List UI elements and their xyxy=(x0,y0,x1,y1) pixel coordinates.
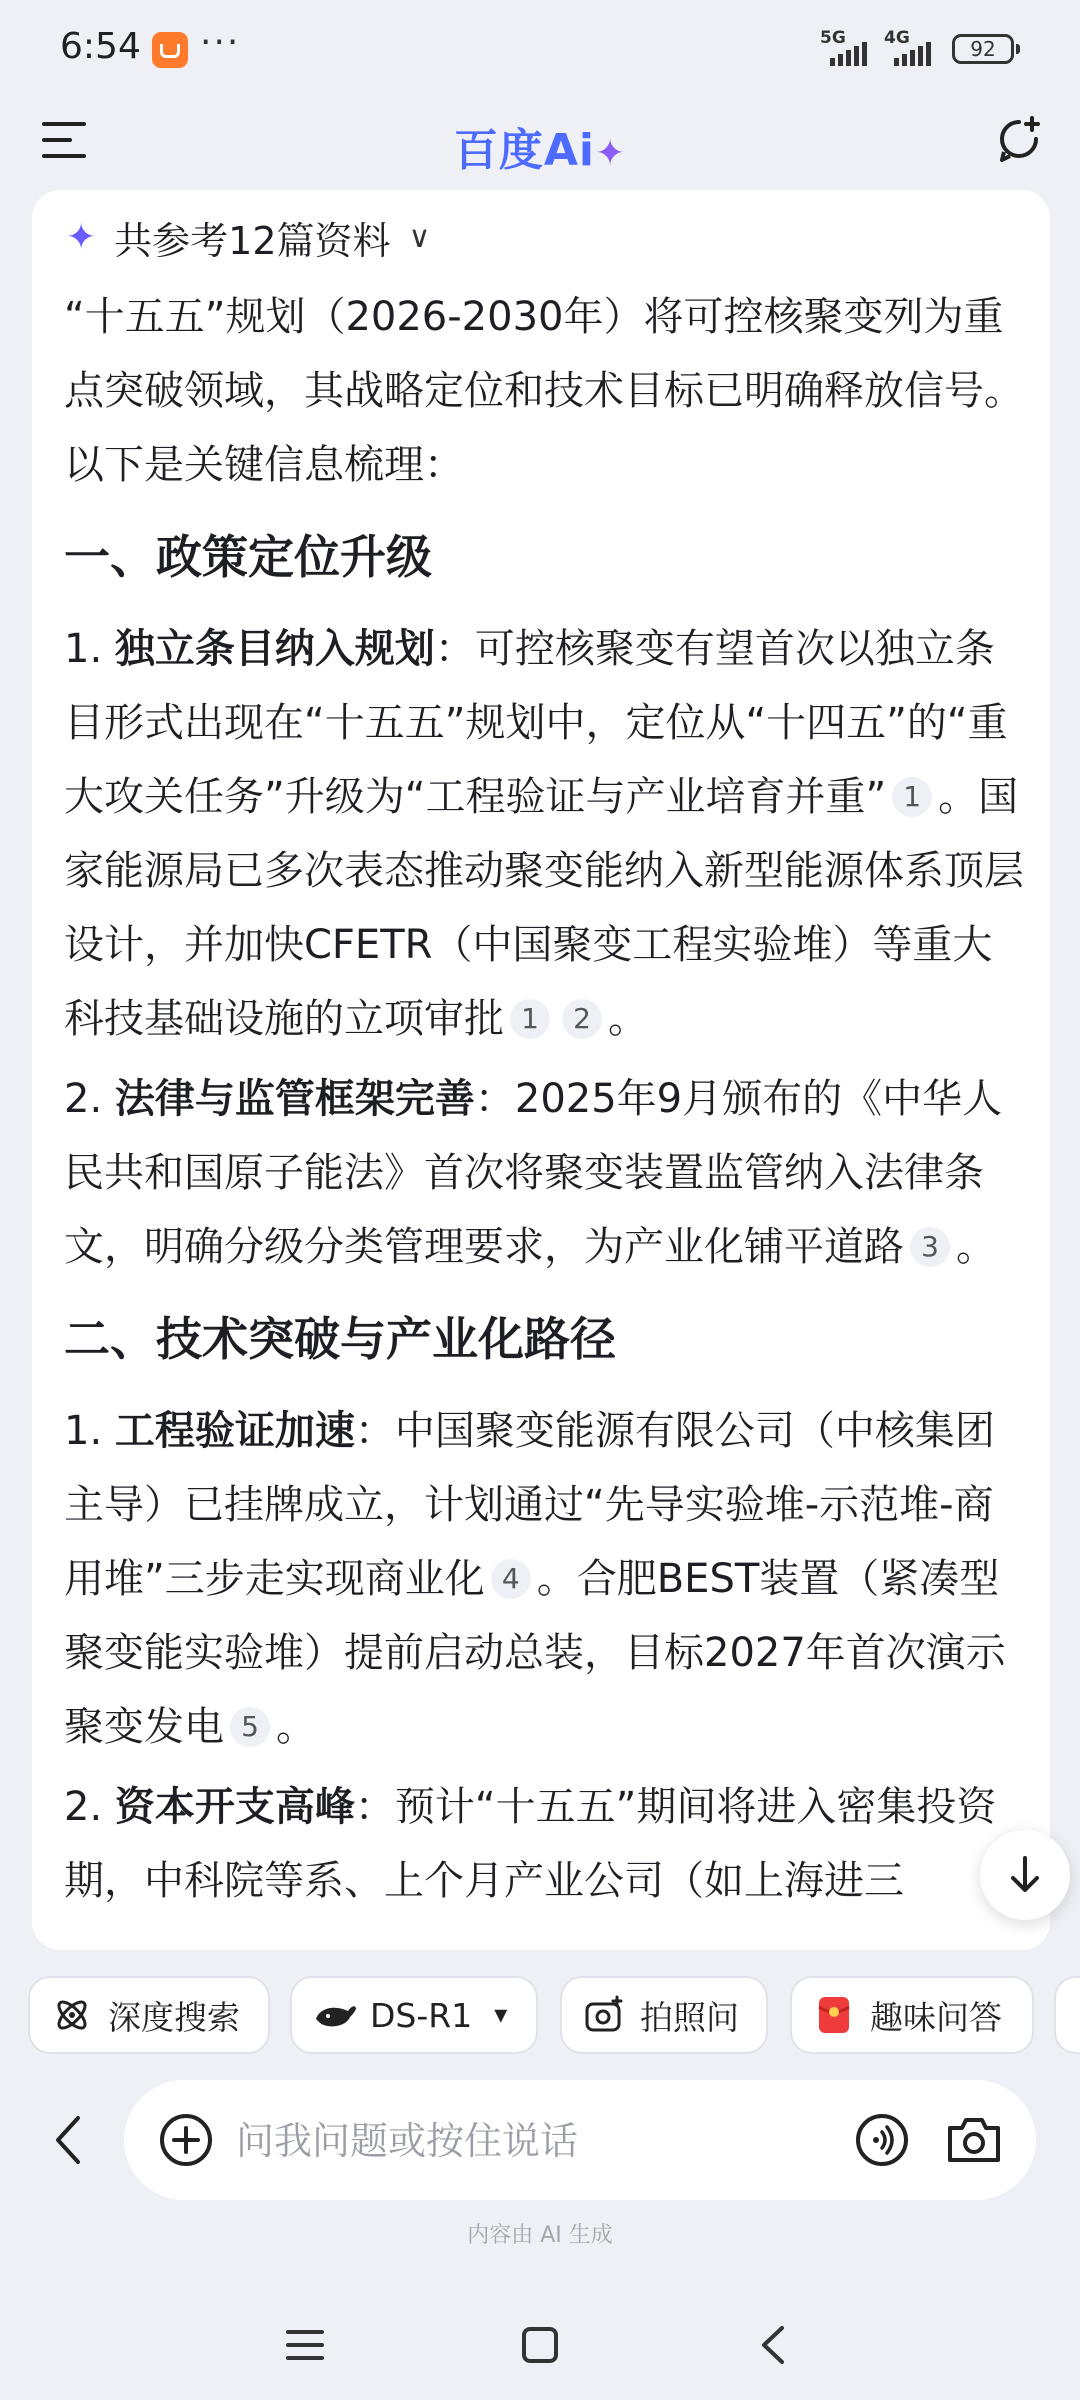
signal-4g-icon: 4G xyxy=(884,30,948,66)
add-attachment-icon[interactable] xyxy=(158,2112,214,2168)
feature-chips xyxy=(28,1976,1080,2056)
chip-fun-quiz[interactable] xyxy=(790,1976,1034,2054)
scroll-to-bottom-button[interactable] xyxy=(980,1830,1070,1920)
camera-icon[interactable] xyxy=(944,2112,1004,2168)
ai-disclaimer: 内容由 AI 生成 xyxy=(467,2223,613,2248)
arrow-down-icon xyxy=(980,1830,1070,1920)
references-label: 共参考12篇资料 xyxy=(114,218,391,263)
new-chat-icon[interactable] xyxy=(994,114,1044,164)
chip-deep-search[interactable] xyxy=(28,1976,270,2054)
chip-label: 深度搜索 xyxy=(108,1997,240,2037)
photo-ask-icon xyxy=(584,1995,624,2035)
whale-icon xyxy=(314,1995,354,2035)
chip-more[interactable] xyxy=(1054,1976,1080,2054)
voice-icon[interactable] xyxy=(854,2112,910,2168)
item-title: 法律与监管框架完善 xyxy=(114,1076,475,1122)
answer-content xyxy=(64,280,1024,1918)
chip-photo-ask[interactable] xyxy=(560,1976,768,2054)
chip-label: 趣味问答 xyxy=(870,1997,1002,2037)
input-box xyxy=(124,2080,1036,2200)
item-title: 资本开支高峰 xyxy=(114,1784,355,1830)
question-input[interactable] xyxy=(234,2110,858,2172)
answer-card xyxy=(32,190,1050,1950)
citation-badge[interactable]: 2 xyxy=(562,999,602,1039)
citation-badge[interactable]: 5 xyxy=(230,1707,270,1747)
section-heading: 一、政策定位升级 xyxy=(64,530,432,584)
citation-badge[interactable]: 3 xyxy=(910,1227,950,1267)
list-item: 1. 独立条目纳入规划：可控核聚变有望首次以独立条目形式出现在“十五五”规划中，定位从“十四五”的“重大攻关任务”升级为“工程验证与产业培育并重” 1 。国家能源局已多次表态推动聚变能纳入新型能源体系顶层设计，并加快CFETR（中国聚变工程实验堆）等重大科技基础设施的立项审批 1 2 。 xyxy=(64,626,1024,1042)
app-logo xyxy=(0,114,1080,178)
shopping-app-icon xyxy=(152,32,188,68)
item-title: 独立条目纳入规划 xyxy=(114,626,435,672)
citation-badge[interactable]: 1 xyxy=(892,777,932,817)
input-bar xyxy=(0,2070,1080,2210)
item-title: 工程验证加速 xyxy=(114,1408,355,1454)
sparkle-icon: ✦ xyxy=(66,216,97,258)
chip-label: 拍照问 xyxy=(640,1997,739,2037)
more-notifications-icon: ··· xyxy=(200,22,241,63)
references-toggle[interactable] xyxy=(66,212,431,262)
list-item: 2. 法律与监管框架完善：2025年9月颁布的《中华人民共和国原子能法》首次将聚变装置监管纳入法律条文，明确分级分类管理要求，为产业化铺平道路 3 。 xyxy=(64,1076,1003,1270)
intro-paragraph: “十五五”规划（2026-2030年）将可控核聚变列为重点突破领域，其战略定位和技术目标已明确释放信号。以下是关键信息梳理： xyxy=(64,294,1024,488)
sparkle-icon: ✦ xyxy=(594,133,627,174)
citation-badge[interactable]: 1 xyxy=(510,999,550,1039)
list-item: 1. 工程验证加速：中国聚变能源有限公司（中核集团主导）已挂牌成立，计划通过“先导实验堆-示范堆-商用堆”三步走实现商业化 4 。合肥BEST装置（紧凑型聚变能实验堆）提前启动总装，目标2027年首次演示聚变发电 5 。 xyxy=(64,1408,1006,1750)
app-header xyxy=(0,100,1080,190)
system-nav-bar xyxy=(0,2290,1080,2400)
recent-apps-icon[interactable] xyxy=(280,2320,330,2370)
signal-5g-icon: 5G xyxy=(820,30,884,66)
back-icon[interactable] xyxy=(48,2110,88,2170)
status-time: 6:54 xyxy=(60,26,141,67)
chip-model-select[interactable] xyxy=(290,1976,538,2054)
back-nav-icon[interactable] xyxy=(750,2320,800,2370)
atom-icon xyxy=(52,1995,92,2035)
red-envelope-icon xyxy=(814,1995,854,2035)
citation-badge[interactable]: 4 xyxy=(491,1559,531,1599)
home-icon[interactable] xyxy=(515,2320,565,2370)
dropdown-caret-icon: ▾ xyxy=(494,2000,508,2030)
battery-icon: 92 xyxy=(952,34,1014,64)
status-bar xyxy=(0,0,1080,100)
list-item: 2. 资本开支高峰：预计“十五五”期间将进入密集投资期，中科院等系、上个月产业公司（如上海进三 xyxy=(64,1784,997,1904)
section-heading: 二、技术突破与产业化路径 xyxy=(64,1312,616,1366)
chevron-down-icon: ∨ xyxy=(408,219,431,255)
chip-label: DS-R1 xyxy=(370,1995,473,2035)
logo-text: 百度Ai xyxy=(453,125,595,176)
